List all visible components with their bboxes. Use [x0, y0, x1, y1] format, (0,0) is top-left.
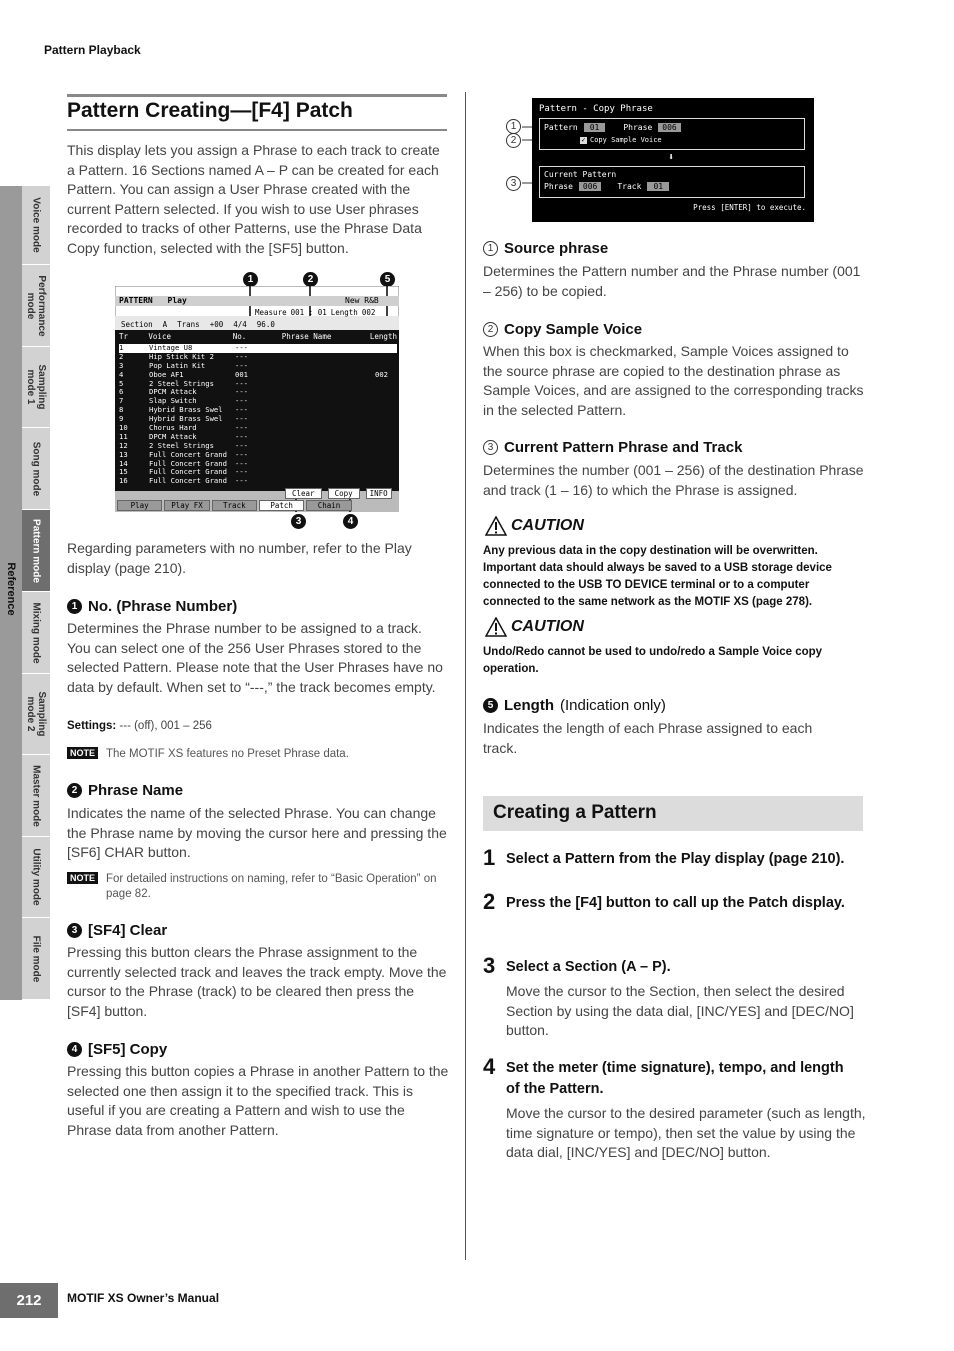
track-row[interactable]: [119, 406, 397, 415]
track-cell-phrase: [285, 477, 375, 486]
track-cell-voice: Oboe AF1: [149, 370, 184, 379]
track-cell-len: [375, 442, 397, 451]
mode-tab-9[interactable]: [22, 837, 50, 918]
col-tr: Tr: [119, 332, 129, 341]
track-cell-phrase: [285, 388, 375, 397]
destination-row: [544, 182, 669, 191]
mode-tab-label: File mode: [30, 935, 42, 982]
dest-phrase-value[interactable]: 006: [579, 182, 601, 191]
r-item-3-number: 3: [483, 440, 498, 455]
item-2-heading: [67, 782, 183, 799]
regarding-text: Regarding parameters with no number, refer to the Play display (page 210).: [67, 540, 412, 576]
track-cell-tr: 8: [119, 406, 124, 415]
track-cell-len: [375, 451, 397, 460]
track-cell-no: ---: [235, 344, 248, 352]
copy-sample-voice-label: Copy Sample Voice: [590, 136, 662, 144]
trans-label: Trans: [177, 320, 200, 329]
track-cell-len: [375, 415, 397, 424]
meter-value[interactable]: 4/4: [233, 320, 247, 329]
r-item-5-suffix: (Indication only): [560, 697, 666, 714]
r-item-3-title: Current Pattern Phrase and Track: [504, 439, 743, 456]
track-cell-voice: Vintage U8: [149, 344, 193, 352]
mode-tab-8[interactable]: [22, 755, 50, 837]
track-cell-len: [375, 433, 397, 442]
mode-tab-label: Song mode: [30, 441, 42, 496]
current-pattern-label: Current Pattern: [544, 170, 617, 179]
item-1-text: Determines the Phrase number to be assigned to a track. You can select one of the 256 User Phrases stored to the selected Pattern. Please note that the User Phrases have no data by default. When set to “---,” the track becomes empty.: [67, 620, 443, 695]
tempo-value[interactable]: 96.0: [256, 320, 275, 329]
title-rule-top: [67, 94, 447, 97]
track-cell-voice: Chorus Hard: [149, 424, 197, 433]
note-tag: NOTE: [67, 747, 98, 759]
manual-title: MOTIF XS Owner’s Manual: [67, 1291, 220, 1305]
track-cell-voice: Hybrid Brass Swel: [149, 406, 223, 415]
copy-sample-voice-checkbox[interactable]: ✓: [581, 135, 586, 144]
item-4-number: 4: [67, 1042, 82, 1057]
page-title: Pattern Creating—[F4] Patch: [67, 99, 353, 122]
item-4-text: Pressing this button copies a Phrase in another Pattern to the selected one then assign it to the specified track. This is useful if you are creating a Pattern and wish to use the Phrase data from another Pattern.: [67, 1063, 449, 1138]
page-number: 212: [0, 1283, 58, 1318]
track-cell-no: ---: [235, 352, 248, 361]
track-cell-voice: Full Concert Grand: [149, 459, 227, 468]
callout-5: 5: [380, 272, 395, 287]
step-3-number: 3: [483, 953, 496, 978]
track-cell-voice: Hip Stick Kit 2: [149, 352, 214, 361]
r-item-5-number: 5: [483, 698, 498, 713]
enter-hint: Press [ENTER] to execute.: [693, 203, 806, 212]
intro-text: This display lets you assign a Phrase to each track to create a Pattern. 16 Sections named A – P can be created for each Pattern. You can assign a User Phrase created with the current Pattern selected. If you wish to use User phrases recorded to tracks of other Patterns, use the Phrase Data Copy function, selected with the [SF5] button.: [67, 142, 440, 256]
title-rule-bottom: [67, 129, 447, 131]
section-title: Creating a Pattern: [493, 802, 657, 823]
track-cell-tr: 11: [119, 432, 128, 441]
track-cell-len: [375, 353, 397, 362]
caution-1-heading: [485, 516, 584, 536]
track-cell-voice: 2 Steel Strings: [149, 379, 214, 388]
r-item-2-heading: [483, 321, 642, 338]
track-cell-tr: 12: [119, 441, 128, 450]
track-cell-phrase: [285, 424, 375, 433]
track-cell-no: ---: [235, 397, 248, 406]
track-cell-len: [375, 388, 397, 397]
track-cell-tr: 2: [119, 352, 124, 361]
track-row[interactable]: [119, 371, 397, 380]
source-phrase-value[interactable]: 006: [658, 123, 680, 132]
mode-tab-label: Performance mode: [25, 274, 47, 337]
step-3-text: Move the cursor to the Section, then select the desired Section by using the data dial, [INC/YES] and [DEC/NO] button.: [506, 983, 854, 1038]
callout-2: 2: [303, 272, 318, 287]
measure-label: Measure: [255, 308, 287, 317]
trans-value[interactable]: +00: [209, 320, 224, 329]
track-cell-phrase: [285, 415, 375, 424]
track-cell-phrase: [285, 442, 375, 451]
track-cell-len: [375, 380, 397, 389]
track-cell-tr: 14: [119, 459, 128, 468]
r-item-2-text: When this box is checkmarked, Sample Voices assigned to the source phrase are copied to the destination phrase as Sample Voices, and are assigned to the corresponding tracks in the selected Pattern.: [483, 343, 864, 418]
copy-phrase-figure: [504, 98, 814, 222]
track-row[interactable]: [119, 477, 397, 486]
r-item-5-title: Length: [504, 697, 554, 714]
step-2-number: 2: [483, 889, 496, 914]
track-cell-voice: Pop Latin Kit: [149, 361, 206, 370]
step-1-number: 1: [483, 845, 496, 870]
track-cell-no: ---: [235, 406, 248, 415]
track-cell-phrase: [285, 451, 375, 460]
track-cell-phrase: [285, 433, 375, 442]
mode-tab-label: Mixing mode: [30, 601, 42, 664]
track-cell-len: [375, 460, 397, 469]
callout-3: 3: [291, 514, 306, 529]
track-row[interactable]: [119, 362, 397, 371]
section-value[interactable]: A: [162, 320, 168, 329]
track-cell-no: ---: [235, 379, 248, 388]
step-2-title: Press the [F4] button to call up the Patch display.: [506, 895, 845, 911]
track-cell-len: [375, 344, 397, 353]
track-cell-phrase: [285, 460, 375, 469]
step-4-title: Set the meter (time signature), tempo, and length of the Pattern.: [506, 1060, 844, 1097]
r-item-5-text: Indicates the length of each Phrase assigned to each track.: [483, 720, 813, 756]
track-row[interactable]: [119, 468, 397, 477]
track-cell-len: 002: [375, 370, 388, 379]
track-cell-phrase: [285, 406, 375, 415]
track-cell-len: [375, 424, 397, 433]
track-cell-voice: Full Concert Grand: [149, 477, 227, 486]
dest-phrase-label: Phrase: [544, 182, 573, 191]
track-cell-len: [375, 397, 397, 406]
track-row[interactable]: [119, 380, 397, 389]
track-cell-voice: Hybrid Brass Swel: [149, 415, 223, 424]
track-cell-no: ---: [235, 432, 248, 441]
source-phrase-label: Phrase: [623, 123, 653, 132]
measure-value: 001 : 01: [290, 308, 327, 317]
track-cell-phrase: [285, 353, 375, 362]
track-cell-tr: 4: [119, 370, 124, 379]
track-cell-tr: 1: [119, 344, 124, 352]
reference-label: Reference: [5, 562, 17, 616]
copy-callout-1: 1: [506, 119, 521, 134]
note-text: The MOTIF XS features no Preset Phrase data.: [106, 748, 349, 760]
source-pattern-value[interactable]: 01: [584, 123, 606, 132]
track-cell-no: ---: [235, 361, 248, 370]
track-cell-voice: DPCM Attack: [149, 388, 197, 397]
f1-play-tab[interactable]: Play: [117, 500, 162, 511]
item-1-settings: [67, 720, 212, 732]
track-cell-no: ---: [235, 441, 248, 450]
r-item-1-number: 1: [483, 241, 498, 256]
step-4-text: Move the cursor to the desired parameter (such as length, time signature or tempo), then set the value by using the data dial, [INC/YES] and [DEC/NO] button.: [506, 1105, 866, 1160]
mode-tab-3[interactable]: [22, 347, 50, 428]
r-item-3-heading: [483, 439, 742, 456]
f6-empty-tab: [354, 500, 397, 511]
section-label: Section: [121, 320, 153, 329]
warning-triangle-icon: [485, 617, 507, 637]
r-item-1-title: Source phrase: [504, 240, 609, 257]
mode-tab-label: Master mode: [30, 764, 42, 827]
mode-tab-2[interactable]: [22, 265, 50, 347]
r-item-2-title: Copy Sample Voice: [504, 321, 643, 338]
mode-tab-label: Pattern mode: [30, 518, 42, 583]
item-2-title: Phrase Name: [88, 782, 184, 799]
col-voice: Voice: [148, 332, 171, 341]
note-text: For detailed instructions on naming, refer to “Basic Operation” on page 82.: [106, 873, 437, 900]
source-pattern-label: Pattern: [544, 123, 578, 132]
track-cell-len: [375, 468, 397, 477]
column-divider: [465, 92, 466, 1260]
r-item-3-text: Determines the number (001 – 256) of the destination Phrase and track (1 – 16) to which the Phrase is assigned.: [483, 462, 864, 498]
settings-value: --- (off), 001 – 256: [119, 720, 212, 732]
track-cell-tr: 6: [119, 388, 124, 397]
length-value: 002: [361, 308, 376, 317]
track-cell-phrase: [285, 468, 375, 477]
track-row[interactable]: [119, 415, 397, 424]
track-cell-no: ---: [235, 450, 248, 459]
caution-2-text: Undo/Redo cannot be used to undo/redo a Sample Voice copy operation.: [483, 646, 823, 675]
mode-tab-4[interactable]: [22, 428, 50, 510]
track-cell-len: [375, 406, 397, 415]
source-row: [544, 123, 681, 132]
copy-phrase-lcd: [532, 98, 814, 222]
note-tag: NOTE: [67, 872, 98, 884]
track-cell-tr: 16: [119, 477, 128, 486]
f5-chain-tab[interactable]: Chain: [306, 500, 351, 511]
patch-screen-figure: [115, 272, 399, 526]
settings-label: Settings:: [67, 720, 117, 732]
section-heading-box: [483, 796, 863, 831]
f4-patch-tab[interactable]: Patch: [259, 500, 304, 511]
item-2-text: Indicates the name of the selected Phrase. You can change the Phrase name by moving the cursor here and pressing the [SF6] CHAR button.: [67, 805, 447, 860]
track-cell-no: ---: [235, 424, 248, 433]
f2-play-fx-tab[interactable]: Play FX: [164, 500, 209, 511]
item-3-number: 3: [67, 923, 82, 938]
track-cell-phrase: [285, 397, 375, 406]
mode-tab-label: Voice mode: [30, 197, 42, 253]
caution-2-label: CAUTION: [511, 618, 584, 635]
track-cell-voice: 2 Steel Strings: [149, 441, 214, 450]
r-item-5-heading: [483, 697, 666, 714]
track-row[interactable]: [119, 460, 397, 469]
track-cell-voice: Full Concert Grand: [149, 468, 227, 477]
screen-pattern-name: New R&B: [345, 296, 379, 305]
copy-screen-title: Pattern - Copy Phrase: [539, 104, 653, 114]
item-3-heading: [67, 922, 167, 939]
caution-1-label: CAUTION: [511, 517, 584, 534]
track-cell-tr: 7: [119, 397, 124, 406]
track-cell-phrase: [285, 344, 375, 353]
track-cell-no: ---: [235, 477, 248, 486]
track-cell-no: ---: [235, 388, 248, 397]
track-cell-phrase: [285, 362, 375, 371]
item-1-note: [67, 747, 449, 762]
caution-1-text: Any previous data in the copy destination will be overwritten. Important data should always be saved to a USB storage device connected to the USB TO DEVICE terminal or to a computer connected to the same network as the MOTIF XS (page 278).: [483, 545, 832, 608]
item-1-title: No. (Phrase Number): [88, 598, 238, 615]
col-no: No.: [232, 332, 247, 341]
arrow-down-icon: ⬇: [668, 152, 675, 163]
mode-tab-label: Sampling mode 1: [25, 364, 47, 410]
sf6-info-button[interactable]: INFO: [366, 488, 392, 499]
mode-tab-10[interactable]: [22, 918, 50, 1000]
track-row[interactable]: [119, 388, 397, 397]
track-cell-len: [375, 362, 397, 371]
track-cell-voice: Slap Switch: [149, 397, 197, 406]
col-phrase-name: Phrase Name: [281, 332, 332, 341]
item-2-number: 2: [67, 783, 82, 798]
screen-submode: Play: [167, 296, 187, 305]
r-item-1-heading: [483, 240, 608, 257]
item-1-number: 1: [67, 599, 82, 614]
mode-tab-7[interactable]: [22, 674, 50, 755]
track-cell-tr: 9: [119, 415, 124, 424]
running-header: Pattern Playback: [44, 43, 141, 57]
function-buttons: [117, 500, 397, 511]
item-2-note: [67, 872, 449, 902]
track-cell-voice: DPCM Attack: [149, 432, 197, 441]
step-3-title: Select a Section (A – P).: [506, 959, 671, 975]
step-4-number: 4: [483, 1054, 496, 1079]
copy-callout-2: 2: [506, 133, 521, 148]
item-3-title: [SF4] Clear: [88, 922, 168, 939]
track-cell-len: [375, 477, 397, 486]
copy-sample-voice-row: [580, 136, 662, 144]
item-4-title: [SF5] Copy: [88, 1041, 168, 1058]
track-row[interactable]: [119, 397, 397, 406]
track-row[interactable]: [119, 344, 397, 353]
callout-4: 4: [343, 514, 358, 529]
track-row[interactable]: [119, 353, 397, 362]
copy-callout-3: 3: [506, 176, 521, 191]
warning-triangle-icon: [485, 516, 507, 536]
track-list: [119, 344, 397, 486]
track-cell-no: ---: [235, 459, 248, 468]
track-cell-tr: 5: [119, 379, 124, 388]
dest-track-label: Track: [617, 182, 642, 191]
f3-track-tab[interactable]: Track: [212, 500, 257, 511]
track-cell-voice: Full Concert Grand: [149, 450, 227, 459]
track-cell-no: ---: [235, 468, 248, 477]
track-cell-tr: 15: [119, 468, 128, 477]
mode-tab-label: Sampling mode 2: [25, 691, 47, 737]
track-row[interactable]: [119, 433, 397, 442]
item-1-heading: [67, 598, 237, 615]
mode-tab-6[interactable]: [22, 592, 50, 674]
sf4-clear-button[interactable]: Clear: [285, 488, 322, 499]
length-label: Length: [330, 308, 358, 317]
col-length: Length: [369, 332, 397, 341]
dest-track-value[interactable]: 01: [647, 182, 669, 191]
sf5-copy-button[interactable]: Copy: [328, 488, 360, 499]
track-cell-tr: 10: [119, 424, 128, 433]
r-item-2-number: 2: [483, 322, 498, 337]
mode-tab-1[interactable]: [22, 186, 50, 265]
mode-tab-5[interactable]: [22, 510, 50, 592]
mode-tab-label: Utility mode: [30, 848, 42, 906]
step-1-title: Select a Pattern from the Play display (page 210).: [506, 851, 845, 867]
screen-mode: PATTERN: [119, 296, 153, 305]
item-3-text: Pressing this button clears the Phrase assignment to the currently selected track and leaves the track empty. Move the cursor to the Phrase (track) to be cleared then press the [SF4] button.: [67, 944, 447, 1019]
track-cell-phrase: [285, 371, 375, 380]
callout-1: 1: [243, 272, 258, 287]
track-cell-phrase: [285, 380, 375, 389]
caution-2-heading: [485, 617, 584, 637]
track-cell-tr: 13: [119, 450, 128, 459]
track-row[interactable]: [119, 442, 397, 451]
track-row[interactable]: [119, 451, 397, 460]
item-4-heading: [67, 1041, 167, 1058]
track-cell-tr: 3: [119, 361, 124, 370]
track-cell-no: ---: [235, 415, 248, 424]
r-item-1-text: Determines the Pattern number and the Phrase number (001 – 256) to be copied.: [483, 263, 861, 299]
track-cell-no: 001: [235, 370, 248, 379]
track-row[interactable]: [119, 424, 397, 433]
